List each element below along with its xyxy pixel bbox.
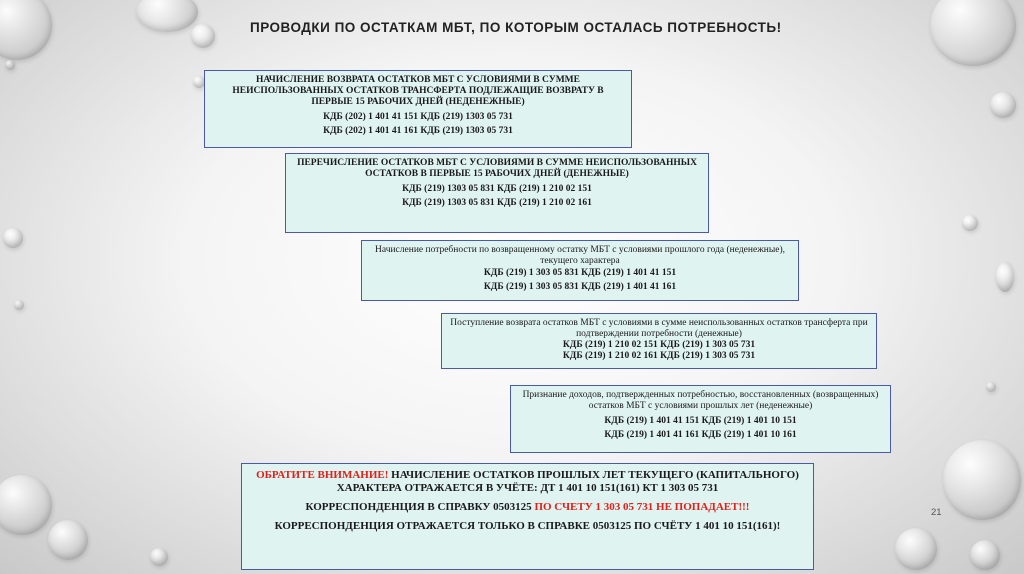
decorative-drop xyxy=(970,540,1000,570)
entry-line: КДБ (202) 1 401 41 151 КДБ (219) 1303 05 731 xyxy=(323,112,513,122)
decorative-drop xyxy=(0,475,52,535)
notice-box xyxy=(241,463,814,570)
entry-line: КДБ (219) 1 401 41 161 КДБ (219) 1 401 10 161 xyxy=(604,430,797,440)
notice-text: КОРРЕСПОНДЕНЦИЯ ОТРАЖАЕТСЯ ТОЛЬКО В СПРАВКЕ 0503125 ПО СЧЁТУ 1 401 10 151(161)! xyxy=(274,520,781,532)
decorative-drop xyxy=(996,262,1014,292)
entry-heading: Признание доходов, подтвержденных потребностью, восстановленных (возвращенных) остатков МБТ с условиями прошлых лет (неденежные) xyxy=(522,390,879,411)
decorative-drop xyxy=(895,528,937,570)
entry-box-2 xyxy=(285,153,709,233)
entry-line: КДБ (219) 1 210 02 161 КДБ (219) 1 303 05 731 xyxy=(562,351,756,361)
entry-box-4 xyxy=(441,313,877,369)
notice-warning: ПО СЧЕТУ 1 303 05 731 НЕ ПОПАДАЕТ!!! xyxy=(534,501,750,513)
slide-title: ПРОВОДКИ ПО ОСТАТКАМ МБТ, ПО КОТОРЫМ ОСТАЛАСЬ ПОТРЕБНОСТЬ! xyxy=(250,20,782,35)
decorative-drop xyxy=(150,548,168,566)
entry-line: КДБ (202) 1 401 41 161 КДБ (219) 1303 05 731 xyxy=(323,126,513,136)
decorative-drop xyxy=(136,0,198,32)
notice-text: КОРРЕСПОНДЕНЦИЯ В СПРАВКУ 0503125 xyxy=(305,501,535,513)
entry-heading: НАЧИСЛЕНИЕ ВОЗВРАТА ОСТАТКОВ МБТ С УСЛОВИЯМИ В СУММЕ НЕИСПОЛЬЗОВАННЫХ ОСТАТКОВ ТРАНСФЕРТА ПОДЛЕЖАЩИЕ ВОЗВРАТУ В ПЕРВЫЕ 15 РАБОЧИХ ДНЕЙ (НЕДЕНЕЖНЫЕ) xyxy=(232,75,604,107)
decorative-drop xyxy=(986,382,996,392)
entry-box-3 xyxy=(361,240,799,301)
decorative-drop xyxy=(191,24,215,48)
entry-heading: ПЕРЕЧИСЛЕНИЕ ОСТАТКОВ МБТ С УСЛОВИЯМИ В СУММЕ НЕИСПОЛЬЗОВАННЫХ ОСТАТКОВ В ПЕРВЫЕ 15 РАБОЧИХ ДНЕЙ (ДЕНЕЖНЫЕ) xyxy=(297,158,697,179)
entry-heading: Начисление потребности по возвращенному остатку МБТ с условиями прошлого года (неденежные), текущего характера xyxy=(375,245,785,266)
entry-line: КДБ (219) 1 401 41 151 КДБ (219) 1 401 10 151 xyxy=(604,416,797,426)
notice-text: НАЧИСЛЕНИЕ ОСТАТКОВ ПРОШЛЫХ ЛЕТ ТЕКУЩЕГО (КАПИТАЛЬНОГО) ХАРАКТЕРА ОТРАЖАЕТСЯ В УЧЁТЕ: ДТ 1 401 10 151(161) КТ 1 303 05 731 xyxy=(336,469,799,494)
entry-line: КДБ (219) 1 303 05 831 КДБ (219) 1 401 41 161 xyxy=(483,282,677,292)
entry-line: КДБ (219) 1303 05 831 КДБ (219) 1 210 02 161 xyxy=(402,198,592,208)
notice-paragraph xyxy=(256,501,799,514)
entry-line: КДБ (219) 1 303 05 831 КДБ (219) 1 401 41 151 xyxy=(483,268,677,278)
decorative-drop xyxy=(14,300,24,310)
notice-paragraph xyxy=(256,469,799,495)
entry-heading: Поступление возврата остатков МБТ с условиями в сумме неиспользованных остатков трансферта при подтверждении потребности (денежные) xyxy=(450,318,868,339)
decorative-drop xyxy=(930,0,1016,66)
entry-box-1 xyxy=(204,70,632,148)
decorative-drop xyxy=(48,520,88,560)
decorative-drop xyxy=(962,215,978,231)
decorative-drop xyxy=(3,228,23,248)
notice-paragraph xyxy=(256,520,799,533)
decorative-drop xyxy=(943,440,1021,520)
decorative-drop xyxy=(990,92,1016,118)
decorative-drop xyxy=(0,0,52,60)
decorative-drop xyxy=(5,60,15,70)
notice-attention: ОБРАТИТЕ ВНИМАНИЕ! xyxy=(256,469,389,481)
entry-line: КДБ (219) 1 210 02 151 КДБ (219) 1 303 05 731 xyxy=(562,340,756,350)
entry-box-5 xyxy=(510,385,891,453)
page-number: 21 xyxy=(931,507,942,518)
entry-line: КДБ (219) 1303 05 831 КДБ (219) 1 210 02 151 xyxy=(402,184,592,194)
